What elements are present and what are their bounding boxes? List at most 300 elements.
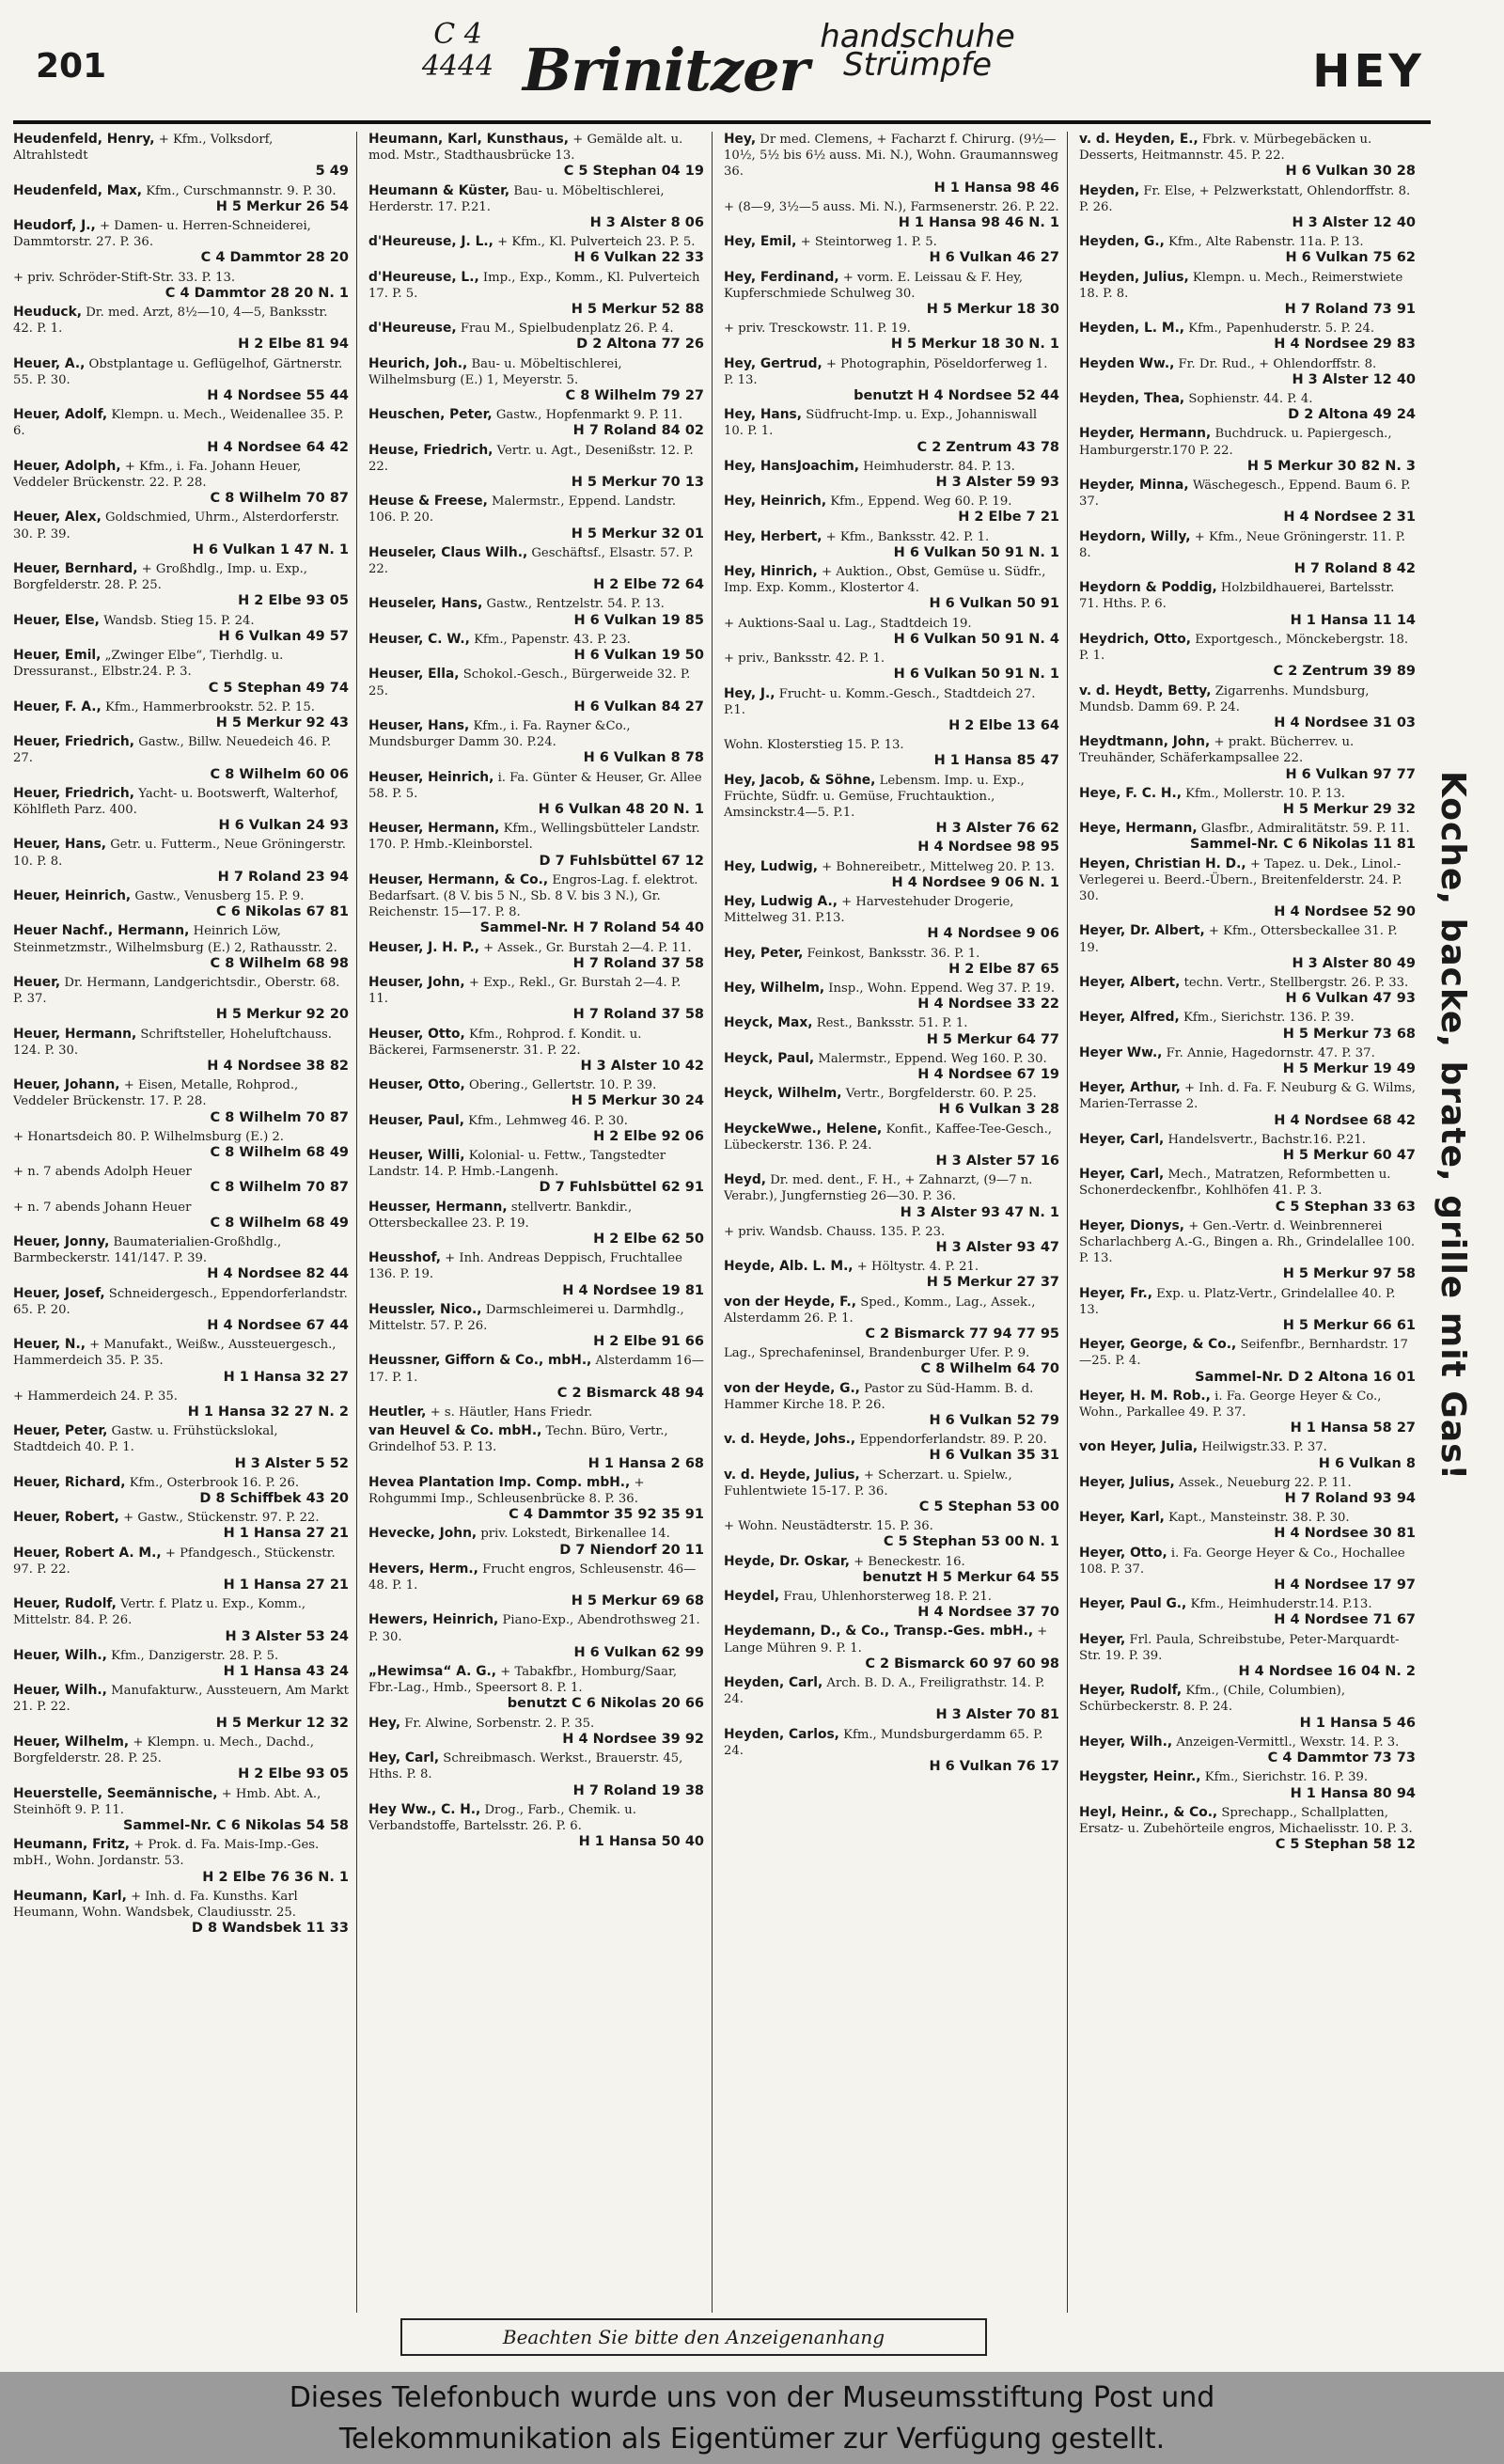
entry-description: Malermstr., Eppend. Weg 160. P. 30.	[818, 1051, 1047, 1066]
entry-phone-number: H 4 Nordsee 2 31	[1283, 510, 1416, 526]
entry-phone-number: H 1 Hansa 80 94	[1290, 1785, 1416, 1801]
entry-phone-number: H 6 Vulkan 8	[1318, 1455, 1416, 1471]
entry-description: Kfm., i. Fa. Rayner &Co., Mundsburger Damm 30. P.24.	[368, 718, 631, 750]
entry-description: + priv. Tresckowstr. 11. P. 19.	[724, 322, 911, 337]
footer-ad-banner: Beachten Sie bitte den Anzeigenanhang	[400, 2318, 987, 2356]
entry-name: Hey, Carl,	[368, 1750, 440, 1766]
entry-description: Fbrk. v. Mürbegebäcken u. Desserts, Heitmannstr. 45. P. 22.	[1079, 133, 1372, 164]
entry-name: Heyer, Arthur,	[1079, 1080, 1181, 1096]
entry-name: Heyer, Rudolf,	[1079, 1683, 1183, 1699]
directory-entry	[368, 270, 704, 319]
entry-phone-number: C 4 Dammtor 73 73	[1267, 1750, 1416, 1766]
directory-entry	[13, 183, 349, 215]
entry-description: Wandsb. Stieg 15. P. 24.	[103, 613, 255, 628]
entry-name: Hey, Ludwig A.,	[724, 893, 838, 909]
directory-entry	[724, 773, 1059, 838]
entry-name: Heyer, Dr. Albert,	[1079, 923, 1205, 939]
entry-description: Techn. Büro, Vertr., Grindelhof 53. P. 13.	[368, 1424, 668, 1455]
entry-phone-number: H 4 Nordsee 19 81	[562, 1282, 704, 1298]
entry-phone-number: H 2 Elbe 72 64	[593, 577, 704, 593]
credit-line-2: Telekommunikation als Eigentümer zur Verfügung gestellt.	[338, 2423, 1166, 2456]
entry-description: Gastw., Venusberg 15. P. 9.	[134, 888, 305, 903]
entry-name: Heyden, G.,	[1079, 234, 1165, 250]
entry-description: Glasfbr., Admiralitätstr. 59. P. 11.	[1200, 822, 1410, 837]
entry-name: Heyer Ww.,	[1079, 1044, 1163, 1060]
entry-phone-number: H 6 Vulkan 84 27	[573, 698, 704, 714]
entry-description: Frl. Paula, Schreibstube, Peter-Marquardt-Str. 19. P. 39.	[1079, 1632, 1400, 1663]
directory-entry	[368, 1750, 704, 1799]
entry-phone-number: C 5 Stephan 33 63	[1275, 1199, 1416, 1215]
entry-phone-number: C 5 Stephan 49 74	[208, 680, 349, 696]
entry-description: Getr. u. Futterm., Neue Gröningerstr. 10. P. 8.	[13, 838, 346, 869]
entry-description: Insp., Wohn. Eppend. Weg 37. P. 19.	[828, 981, 1056, 996]
entry-name: Heuser, J. H. P.,	[368, 939, 479, 955]
entry-name: Hey,	[724, 132, 757, 147]
entry-description: Sprechapp., Schallplatten, Ersatz- u. Zubehörteile engros, Michaelisstr. 10. P. 3.	[1079, 1805, 1413, 1836]
entry-phone-number: H 1 Hansa 27 21	[223, 1577, 349, 1593]
directory-entry	[724, 1172, 1059, 1221]
directory-entry	[13, 1734, 349, 1783]
entry-description: Kfm., Heimhuderstr.14. P.13.	[1190, 1597, 1372, 1612]
entry-phone-number: H 5 Merkur 69 68	[571, 1593, 704, 1609]
entry-description: Geschäftsf., Elsastr. 57. P. 22.	[368, 545, 694, 577]
entry-description: Schriftsteller, Hoheluftchauss. 124. P. 30.	[13, 1027, 332, 1058]
directory-entry	[368, 1353, 704, 1402]
entry-description: techn. Vertr., Stellbergstr. 26. P. 33.	[1183, 975, 1409, 990]
entry-name: Heuer, Heinrich,	[13, 887, 132, 903]
header-name-range: HEY	[1312, 45, 1425, 98]
entry-phone-number: H 4 Nordsee 67 44	[207, 1318, 349, 1334]
entry-phone-number: H 3 Alster 12 40	[1292, 215, 1416, 231]
directory-entry	[724, 981, 1059, 1012]
entry-phone-number: H 2 Elbe 91 66	[593, 1334, 704, 1350]
entry-phone-number: H 6 Vulkan 19 85	[573, 612, 704, 628]
directory-entry	[724, 356, 1059, 405]
entry-phone-number: H 5 Merkur 18 30 N. 1	[890, 337, 1059, 353]
entry-name: Heuer, N.,	[13, 1337, 86, 1353]
entry-description: + Steintorweg 1. P. 5.	[800, 235, 937, 250]
entry-description: Gastw., Billw. Neuedeich 46. P. 27.	[13, 735, 332, 766]
entry-name: Heuer,	[13, 974, 61, 990]
entry-description: Exportgesch., Mönckebergstr. 18. P. 1.	[1079, 632, 1409, 664]
directory-entry	[1079, 1132, 1416, 1164]
entry-name: Heyden,	[1079, 182, 1140, 198]
entry-phone-number: H 6 Vulkan 49 57	[218, 628, 349, 644]
entry-description: Kfm., Lehmweg 46. P. 30.	[468, 1113, 628, 1128]
directory-entry	[724, 1467, 1059, 1516]
entry-name: Hey, HansJoachim,	[724, 458, 860, 474]
entry-name: Heyde, Alb. L. M.,	[724, 1259, 854, 1275]
entry-phone-number: Sammel-Nr. C 6 Nikolas 54 58	[122, 1817, 349, 1833]
directory-entry	[13, 218, 349, 267]
entry-description: + Pfandgesch., Stückenstr. 97. P. 22.	[13, 1546, 336, 1577]
entry-name: Heyer, Karl,	[1079, 1510, 1165, 1526]
directory-entry	[724, 1589, 1059, 1621]
directory-entry	[1079, 923, 1416, 972]
entry-phone-number: H 3 Alster 70 81	[935, 1707, 1059, 1723]
directory-entry	[13, 1837, 349, 1886]
entry-description: + s. Häutler, Hans Friedr.	[430, 1405, 593, 1420]
credit-bar	[0, 2372, 1504, 2464]
directory-entry	[13, 1389, 349, 1420]
entry-name: Hey, Peter,	[724, 945, 804, 961]
header-products-line1: handschuhe	[820, 18, 1015, 55]
directory-entry	[1079, 1475, 1416, 1507]
entry-name: Heuer, Friedrich,	[13, 785, 134, 801]
entry-phone-number: H 2 Elbe 93 05	[238, 593, 349, 609]
directory-entry	[13, 923, 349, 972]
entry-description: Heinrich Löw, Steinmetzmstr., Wilhelmsburg (E.) 2, Rathausstr. 2.	[13, 924, 337, 955]
entry-phone-number: Sammel-Nr. H 7 Roland 54 40	[479, 920, 704, 936]
directory-entry	[13, 1234, 349, 1283]
header-rule	[13, 120, 1431, 124]
entry-description: Arch. B. D. A., Freiligrathstr. 14. P. 24.	[724, 1676, 1045, 1707]
directory-entry	[724, 564, 1059, 613]
entry-phone-number: H 7 Roland 84 02	[572, 423, 704, 439]
entry-name: Heyck, Paul,	[724, 1050, 815, 1066]
directory-entry	[724, 1345, 1059, 1377]
entry-phone-number: H 6 Vulkan 3 28	[938, 1102, 1059, 1118]
entry-name: Heyck, Wilhelm,	[724, 1086, 842, 1102]
directory-entry	[1079, 1734, 1416, 1766]
entry-name: Heumann, Fritz,	[13, 1837, 131, 1853]
directory-entry	[368, 1802, 704, 1851]
entry-name: Heyder, Hermann,	[1079, 426, 1212, 442]
entry-phone-number: H 6 Vulkan 48 20 N. 1	[538, 801, 704, 817]
entry-name: v. d. Heyde, Johs.,	[724, 1432, 856, 1448]
entry-name: Hey, Herbert,	[724, 528, 822, 544]
directory-entry	[1079, 1805, 1416, 1854]
entry-description: Kfm., Curschmannstr. 9. P. 30.	[146, 183, 337, 198]
entry-name: Hevecke, John,	[368, 1526, 478, 1542]
entry-name: Heydrich, Otto,	[1079, 631, 1191, 647]
directory-entry	[1079, 734, 1416, 783]
entry-name: Heuser, Ella,	[368, 667, 460, 683]
entry-name: d'Heureuse, L.,	[368, 269, 479, 285]
entry-phone-number: H 6 Vulkan 30 28	[1285, 164, 1416, 180]
entry-phone-number: H 3 Alster 76 62	[935, 821, 1059, 837]
entry-phone-number: benutzt H 4 Nordsee 52 44	[854, 388, 1059, 404]
directory-entry	[13, 1027, 349, 1075]
entry-description: Fr. Annie, Hagedornstr. 47. P. 37.	[1166, 1045, 1375, 1060]
entry-description: Lebensm. Imp. u. Exp., Früchte, Südfr. u. Gemüse, Fruchtauktion., Amsinckstr.4—5. P.1.	[724, 773, 1025, 820]
entry-description: Kfm., Papenstr. 43. P. 23.	[474, 632, 631, 647]
directory-entry	[724, 1727, 1059, 1776]
entry-name: Heuer, Bernhard,	[13, 561, 138, 577]
entry-phone-number: H 6 Vulkan 8 78	[583, 750, 704, 766]
directory-entry	[1079, 1546, 1416, 1594]
entry-name: Hey, Hans,	[724, 407, 803, 423]
directory-entry	[724, 1015, 1059, 1047]
entry-name: Heuse, Friedrich,	[368, 442, 494, 458]
entry-description: + Auktion., Obst, Gemüse u. Südfr., Imp. Exp. Komm., Klostertor 4.	[724, 565, 1046, 596]
directory-entry	[1079, 786, 1416, 818]
entry-phone-number: H 5 Merkur 30 82 N. 3	[1246, 458, 1416, 474]
entry-name: Heuer, Else,	[13, 612, 100, 628]
entry-phone-number: H 4 Nordsee 9 06	[927, 926, 1059, 942]
directory-entry	[368, 132, 704, 180]
entry-name: Heuse & Freese,	[368, 494, 488, 510]
entry-phone-number: H 6 Vulkan 76 17	[929, 1759, 1059, 1775]
entry-phone-number: H 2 Elbe 76 36 N. 1	[202, 1869, 349, 1885]
entry-description: Kfm., Papenhuderstr. 5. P. 24.	[1188, 322, 1375, 337]
entry-phone-number: H 5 Merkur 12 32	[215, 1715, 349, 1731]
entry-phone-number: C 5 Stephan 53 00 N. 1	[883, 1534, 1059, 1550]
entry-name: Heuser, Hans,	[368, 717, 470, 733]
directory-columns	[13, 132, 1423, 2313]
entry-description: + Exp., Rekl., Gr. Burstah 2—4. P. 11.	[368, 975, 682, 1007]
entry-name: Heyer, Carl,	[1079, 1167, 1165, 1183]
entry-phone-number: H 6 Vulkan 62 99	[573, 1644, 704, 1660]
entry-name: Heyden, Thea,	[1079, 391, 1185, 407]
directory-entry	[724, 270, 1059, 319]
entry-phone-number: H 7 Roland 19 38	[572, 1782, 704, 1798]
directory-entry	[1079, 321, 1416, 353]
directory-entry	[724, 321, 1059, 353]
entry-description: + Bohnereibetr., Mittelweg 20. P. 13.	[822, 859, 1055, 874]
entry-phone-number: benutzt H 5 Merkur 64 55	[862, 1569, 1059, 1585]
directory-entry	[724, 1675, 1059, 1724]
entry-name: Heuer, Wilh.,	[13, 1683, 107, 1699]
entry-description: Engros-Lag. f. elektrot. Bedarfsart. (8 V. bis 5 N., Sb. 8 V. bis 3 N.), Gr. Reichenstr. 15—17. P. 8.	[368, 872, 698, 920]
entry-description: + priv. Schröder-Stift-Str. 33. P. 13.	[13, 270, 236, 285]
entry-phone-number: H 1 Hansa 27 21	[223, 1526, 349, 1542]
entry-phone-number: H 2 Elbe 81 94	[238, 337, 349, 353]
directory-entry	[724, 686, 1059, 735]
directory-column-2	[368, 132, 713, 2313]
entry-description: Frucht- u. Komm.-Gesch., Stadtdeich 27. P.1.	[724, 686, 1036, 717]
entry-description: Schokol.-Gesch., Bürgerweide 32. P. 25.	[368, 667, 691, 698]
entry-phone-number: H 7 Roland 23 94	[217, 869, 349, 885]
header-brand-logo: Brinitzer	[523, 36, 809, 104]
directory-entry	[368, 494, 704, 542]
entry-phone-number: H 5 Merkur 92 43	[215, 714, 349, 730]
entry-name: Heuer, Richard,	[13, 1474, 126, 1490]
entry-name: Heuduck,	[13, 305, 83, 321]
directory-entry	[1079, 1218, 1416, 1283]
directory-entry	[1079, 132, 1416, 180]
entry-phone-number: benutzt C 6 Nikolas 20 66	[507, 1696, 704, 1712]
directory-entry	[368, 234, 704, 266]
entry-description: + Hmb. Abt. A., Steinhöft 9. P. 11.	[13, 1786, 321, 1817]
entry-phone-number: H 3 Alster 5 52	[234, 1455, 349, 1471]
entry-name: Heydemann, D., & Co., Transp.-Ges. mbH.,	[724, 1624, 1034, 1640]
directory-entry	[13, 459, 349, 508]
directory-entry	[724, 946, 1059, 978]
entry-description: Anzeigen-Vermittl., Wexstr. 14. P. 3.	[1176, 1734, 1400, 1750]
directory-entry	[368, 940, 704, 972]
entry-name: Heuer, Robert A. M.,	[13, 1545, 162, 1561]
entry-phone-number: C 5 Stephan 04 19	[563, 164, 704, 180]
header-code-line1: C 4	[433, 18, 482, 51]
directory-entry	[1079, 1769, 1416, 1801]
entry-description: Frau M., Spielbudenplatz 26. P. 4.	[460, 322, 674, 337]
entry-phone-number: H 4 Nordsee 98 95	[917, 840, 1059, 855]
entry-description: Schneidergesch., Eppendorferlandstr. 65. P. 20.	[13, 1286, 348, 1317]
entry-phone-number: H 1 Hansa 32 27	[223, 1369, 349, 1385]
directory-entry	[13, 1337, 349, 1386]
entry-description: Klempn. u. Mech., Weidenallee 35. P. 6.	[13, 408, 344, 439]
entry-description: Exp. u. Platz-Vertr., Grindelallee 40. P. 13.	[1079, 1286, 1396, 1317]
entry-description: Kfm., Alte Rabenstr. 11a. P. 13.	[1168, 235, 1364, 250]
entry-name: Heuer, Robert,	[13, 1510, 119, 1526]
entry-description: Vertr. u. Agt., Desenißstr. 12. P. 22.	[368, 443, 694, 474]
entry-name: Heudenfeld, Max,	[13, 182, 142, 198]
directory-entry	[368, 1612, 704, 1661]
directory-entry	[1079, 1632, 1416, 1681]
entry-name: Heudenfeld, Henry,	[13, 132, 155, 147]
entry-phone-number: H 4 Nordsee 17 97	[1274, 1577, 1416, 1593]
entry-phone-number: H 6 Vulkan 97 77	[1285, 766, 1416, 782]
directory-entry	[13, 837, 349, 886]
entry-description: Dr. med. dent., F. H., + Zahnarzt, (9—7 n. Verabr.), Jungfernstieg 26—30. P. 36.	[724, 1173, 1033, 1204]
entry-description: + Höltystr. 4. P. 21.	[856, 1260, 979, 1275]
entry-phone-number: H 4 Nordsee 52 90	[1274, 904, 1416, 920]
entry-name: Heuser, Otto,	[368, 1026, 465, 1042]
directory-entry	[724, 1381, 1059, 1430]
directory-entry	[13, 1164, 349, 1196]
entry-name: Heuer Nachf., Hermann,	[13, 923, 190, 939]
directory-entry	[724, 199, 1059, 231]
entry-description: Frucht engros, Schleusenstr. 46—48. P. 1.	[368, 1562, 697, 1593]
entry-description: + prakt. Bücherrev. u. Treuhänder, Schäferkampsallee 22.	[1079, 735, 1355, 766]
entry-description: Vertr., Borgfelderstr. 60. P. 25.	[845, 1087, 1037, 1102]
entry-name: Heyer, George, & Co.,	[1079, 1337, 1237, 1353]
entry-description: + Lange Mühren 9. P. 1.	[724, 1624, 1048, 1656]
entry-name: Heuer, Emil,	[13, 648, 102, 664]
entry-phone-number: H 5 Merkur 60 47	[1282, 1147, 1416, 1163]
directory-entry	[13, 1286, 349, 1335]
entry-name: Heuer, Josef,	[13, 1285, 105, 1301]
entry-description: + Manufakt., Weißw., Aussteuergesch., Hammerdeich 35. P. 35.	[13, 1338, 337, 1369]
entry-name: Heydorn, Willy,	[1079, 528, 1191, 544]
entry-name: Heyer, Julius,	[1079, 1474, 1175, 1490]
entry-description: Drog., Farb., Chemik. u. Verbandstoffe, Bartelsstr. 26. P. 6.	[368, 1802, 636, 1833]
directory-entry	[1079, 683, 1416, 732]
entry-phone-number: H 2 Elbe 13 64	[948, 717, 1059, 733]
directory-entry	[368, 1250, 704, 1299]
directory-entry	[1079, 975, 1416, 1007]
directory-entry	[13, 561, 349, 610]
entry-name: Heussner, Gifforn & Co., mbH.,	[368, 1353, 592, 1369]
directory-entry	[368, 321, 704, 353]
entry-phone-number: C 2 Zentrum 39 89	[1273, 664, 1416, 680]
entry-name: Heyer, Alfred,	[1079, 1010, 1180, 1026]
entry-description: + Eisen, Metalle, Rohprod., Veddeler Brückenstr. 17. P. 28.	[13, 1078, 299, 1109]
entry-phone-number: C 4 Dammtor 28 20	[200, 250, 349, 266]
entry-phone-number: H 5 Merkur 92 20	[215, 1007, 349, 1023]
entry-description: Fr. Alwine, Sorbenstr. 2. P. 35.	[404, 1716, 595, 1731]
directory-entry	[13, 1077, 349, 1126]
entry-description: + priv. Wandsb. Chauss. 135. P. 23.	[724, 1224, 946, 1239]
entry-description: Kfm., Wellingsbütteler Landstr. 170. P. Hmb.-Kleinborstel.	[368, 822, 700, 853]
entry-description: Rest., Banksstr. 51. P. 1.	[816, 1016, 968, 1031]
directory-entry	[13, 1129, 349, 1161]
entry-name: Hey, Gertrud,	[724, 355, 822, 371]
entry-name: Heyer, Dionys,	[1079, 1217, 1185, 1233]
entry-name: Heuser, Hermann, & Co.,	[368, 871, 549, 887]
entry-phone-number: C 2 Bismarck 48 94	[556, 1385, 704, 1401]
directory-entry	[1079, 391, 1416, 423]
entry-phone-number: H 7 Roland 37 58	[572, 955, 704, 971]
entry-name: von Heyer, Julia,	[1079, 1439, 1198, 1455]
entry-name: Heyer, Paul G.,	[1079, 1596, 1187, 1612]
entry-description: „Zwinger Elbe“, Tierhdlg. u. Dressuranst., Elbstr.24. P. 3.	[13, 649, 284, 680]
entry-name: Heuer, F. A.,	[13, 698, 102, 714]
entry-phone-number: H 6 Vulkan 47 93	[1285, 991, 1416, 1007]
entry-description: + Tabakfbr., Homburg/Saar, Fbr.-Lag., Hmb., Speersort 8. P. 1.	[368, 1665, 678, 1696]
entry-description: + Wohn. Neustädterstr. 15. P. 36.	[724, 1519, 933, 1534]
entry-name: d'Heureuse, J. L.,	[368, 234, 494, 250]
directory-entry	[13, 1596, 349, 1645]
entry-description: Kfm., Rohprod. f. Kondit. u. Bäckerei, Farmsenerstr. 31. P. 22.	[368, 1027, 642, 1058]
entry-phone-number: H 2 Elbe 62 50	[593, 1232, 704, 1247]
entry-name: Heyer, Albert,	[1079, 974, 1181, 990]
directory-entry	[13, 1200, 349, 1232]
entry-description: Kfm., Eppend. Weg 60. P. 19.	[830, 494, 1012, 510]
entry-name: Heuschen, Peter,	[368, 407, 493, 423]
entry-description: Sophienstr. 44. P. 4.	[1188, 392, 1313, 407]
directory-entry	[368, 407, 704, 439]
entry-description: + vorm. E. Leissau & F. Hey, Kupferschmiede Schulweg 30.	[724, 270, 1024, 301]
entry-phone-number: H 4 Nordsee 71 67	[1274, 1612, 1416, 1628]
directory-entry	[368, 632, 704, 664]
entry-name: Heuser, Hermann,	[368, 821, 500, 837]
entry-phone-number: H 5 Merkur 73 68	[1282, 1026, 1416, 1042]
directory-entry	[13, 699, 349, 731]
entry-phone-number: H 6 Vulkan 22 33	[573, 250, 704, 266]
entry-name: von der Heyde, G.,	[724, 1380, 860, 1396]
entry-description: Kfm., (Chile, Columbien), Schürbeckerstr. 8. P. 24.	[1079, 1684, 1346, 1715]
entry-phone-number: H 4 Nordsee 64 42	[207, 439, 349, 455]
entry-description: + Inh. Andreas Deppisch, Fruchtallee 136. P. 19.	[368, 1251, 682, 1282]
directory-entry	[1079, 1045, 1416, 1077]
directory-entry	[724, 1624, 1059, 1672]
entry-name: Heuer, Wilhelm,	[13, 1734, 130, 1750]
entry-name: Heuser, Heinrich,	[368, 769, 494, 785]
entry-description: Holzbildhauerei, Bartelsstr. 71. Hths. P. 6.	[1079, 581, 1395, 612]
entry-phone-number: H 4 Nordsee 82 44	[207, 1266, 349, 1282]
entry-description: Fr. Dr. Rud., + Ohlendorffstr. 8.	[1178, 356, 1377, 371]
entry-description: Obering., Gellertstr. 10. P. 39.	[468, 1078, 657, 1093]
entry-phone-number: H 6 Vulkan 46 27	[929, 250, 1059, 266]
entry-description: Assek., Neueburg 22. P. 11.	[1178, 1475, 1352, 1490]
entry-phone-number: D 2 Altona 77 26	[576, 337, 704, 353]
directory-entry	[13, 1683, 349, 1732]
entry-name: Heydorn & Poddig,	[1079, 580, 1217, 596]
entry-description: + Prok. d. Fa. Mais-Imp.-Ges. mbH., Wohn. Jordanstr. 53.	[13, 1838, 320, 1869]
directory-entry	[1079, 1510, 1416, 1542]
directory-entry	[1079, 356, 1416, 388]
entry-name: Heyden, Carl,	[724, 1675, 823, 1691]
entry-description: + Damen- u. Herren-Schneiderei, Dammtorstr. 27. P. 36.	[13, 219, 311, 250]
entry-description: Sped., Komm., Lag., Assek., Alsterdamm 26. P. 1.	[724, 1295, 1036, 1326]
directory-entry	[368, 1113, 704, 1145]
entry-description: Baumaterialien-Großhdlg., Barmbeckerstr. 141/147. P. 39.	[13, 1235, 282, 1266]
entry-description: Eppendorferlandstr. 89. P. 20.	[859, 1433, 1047, 1448]
directory-entry	[724, 1051, 1059, 1083]
entry-name: Hevea Plantation Imp. Comp. mbH.,	[368, 1474, 631, 1490]
entry-phone-number: H 3 Alster 59 93	[935, 475, 1059, 491]
directory-entry	[1079, 1389, 1416, 1437]
directory-entry	[1079, 1439, 1416, 1471]
directory-entry	[368, 443, 704, 492]
entry-description: Dr. med. Arzt, 8½—10, 4—5, Banksstr. 42. P. 1.	[13, 306, 328, 337]
entry-phone-number: C 2 Bismarck 77 94 77 95	[865, 1326, 1059, 1342]
directory-entry	[13, 270, 349, 302]
entry-description: + Beneckestr. 16.	[854, 1554, 965, 1569]
directory-entry	[1079, 632, 1416, 681]
